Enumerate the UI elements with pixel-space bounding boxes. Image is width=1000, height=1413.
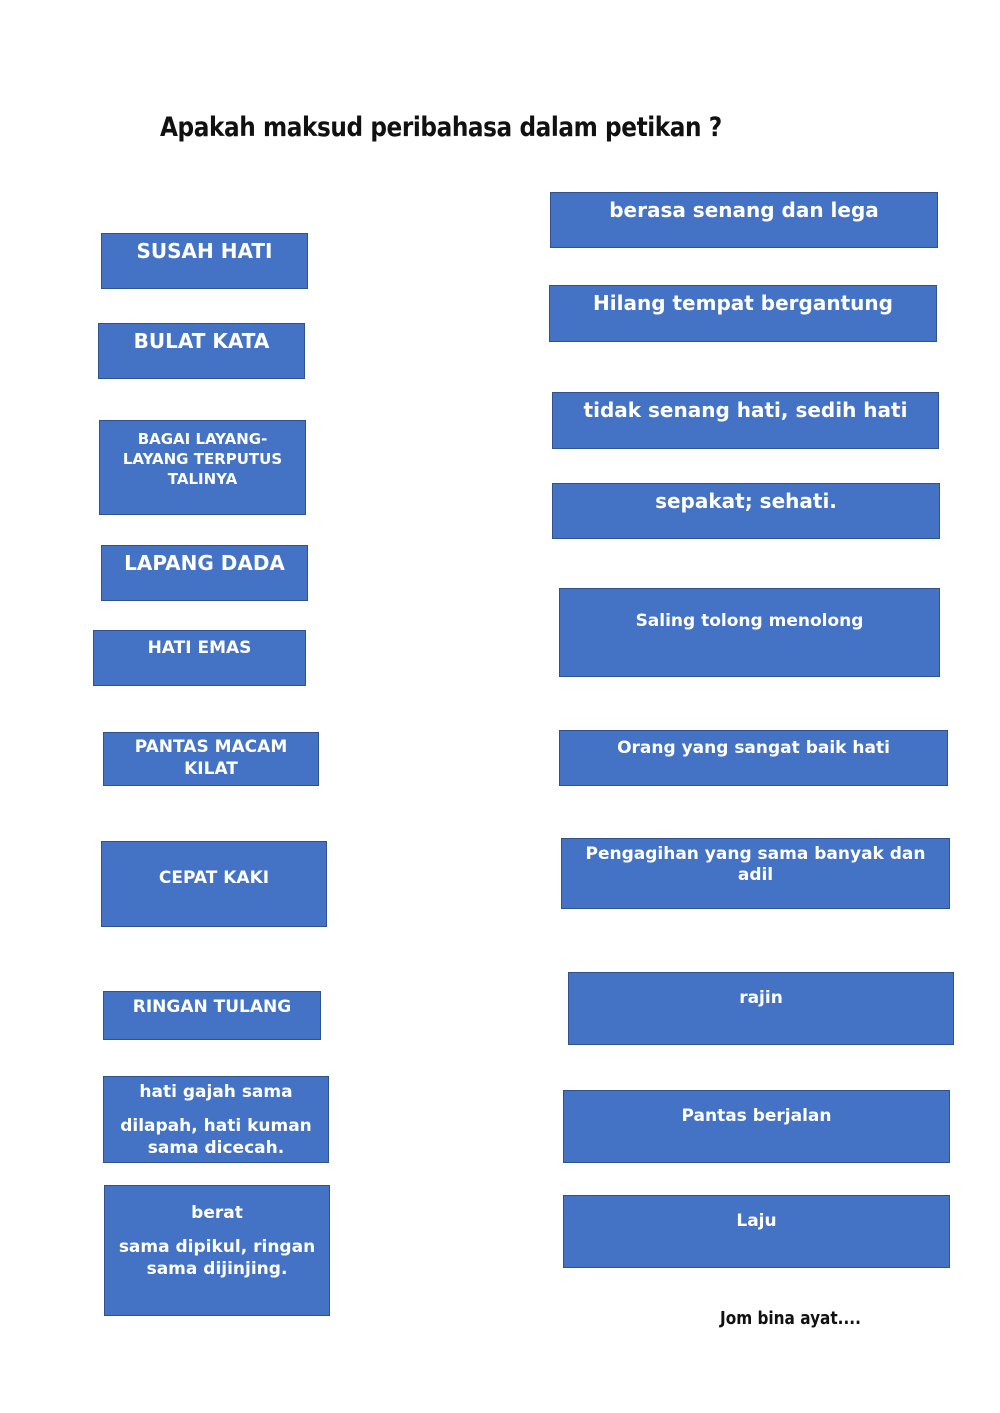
card-label: CEPAT KAKI	[158, 868, 270, 888]
card-label: PANTAS MACAM KILAT	[134, 737, 288, 779]
card-label: Orang yang sangat baik hati	[617, 738, 890, 758]
card-label: berasa senang dan lega	[609, 198, 879, 222]
right-card-orang-baik-hati[interactable]	[559, 730, 948, 786]
right-card-sepakat-sehati[interactable]	[552, 483, 940, 539]
card-label-line1: berat	[191, 1203, 243, 1223]
card-label: SUSAH HATI	[136, 239, 273, 263]
card-label: rajin	[739, 988, 783, 1008]
card-label-line2: sama dipikul, ringan sama dijinjing.	[118, 1237, 316, 1279]
card-label: HATI EMAS	[147, 638, 252, 658]
card-label: Hilang tempat bergantung	[593, 291, 893, 315]
right-card-rajin[interactable]	[568, 972, 954, 1045]
page-title: Apakah maksud peribahasa dalam petikan ?	[160, 112, 722, 143]
card-label: LAPANG DADA	[124, 551, 285, 575]
card-label: BULAT KATA	[133, 329, 270, 353]
right-card-laju[interactable]	[563, 1195, 950, 1268]
left-card-cepat-kaki[interactable]	[101, 841, 327, 927]
left-card-bulat-kata[interactable]	[98, 323, 305, 379]
card-label: RINGAN TULANG	[132, 997, 292, 1017]
card-label: Pengagihan yang sama banyak dan adil	[585, 844, 926, 885]
card-label: tidak senang hati, sedih hati	[583, 398, 908, 422]
right-card-tidak-senang-hati[interactable]	[552, 392, 939, 449]
card-label-line1: hati gajah sama	[139, 1082, 293, 1102]
card-label: Pantas berjalan	[681, 1106, 832, 1126]
left-card-hati-emas[interactable]	[93, 630, 306, 686]
card-label: Saling tolong menolong	[635, 611, 864, 631]
left-card-pantas-macam-kilat[interactable]	[103, 732, 319, 786]
right-card-hilang-tempat[interactable]	[549, 285, 937, 342]
left-card-lapang-dada[interactable]	[101, 545, 308, 601]
right-card-pengagihan[interactable]	[561, 838, 950, 909]
card-label: Laju	[736, 1211, 777, 1231]
right-card-saling-tolong[interactable]	[559, 588, 940, 677]
left-card-hati-gajah[interactable]	[103, 1076, 329, 1163]
left-card-bagai-layang-layang[interactable]	[99, 420, 306, 515]
card-label-line2: dilapah, hati kuman sama dicecah.	[120, 1116, 312, 1158]
card-label: sepakat; sehati.	[655, 489, 837, 513]
left-card-berat-sama-dipikul[interactable]	[104, 1185, 330, 1316]
left-card-ringan-tulang[interactable]	[103, 991, 321, 1040]
card-label: BAGAI LAYANG-LAYANG TERPUTUS TALINYA	[122, 430, 283, 488]
footer-note: Jom bina ayat....	[720, 1308, 861, 1329]
right-card-pantas-berjalan[interactable]	[563, 1090, 950, 1163]
left-card-susah-hati[interactable]	[101, 233, 308, 289]
right-card-berasa-senang[interactable]	[550, 192, 938, 248]
